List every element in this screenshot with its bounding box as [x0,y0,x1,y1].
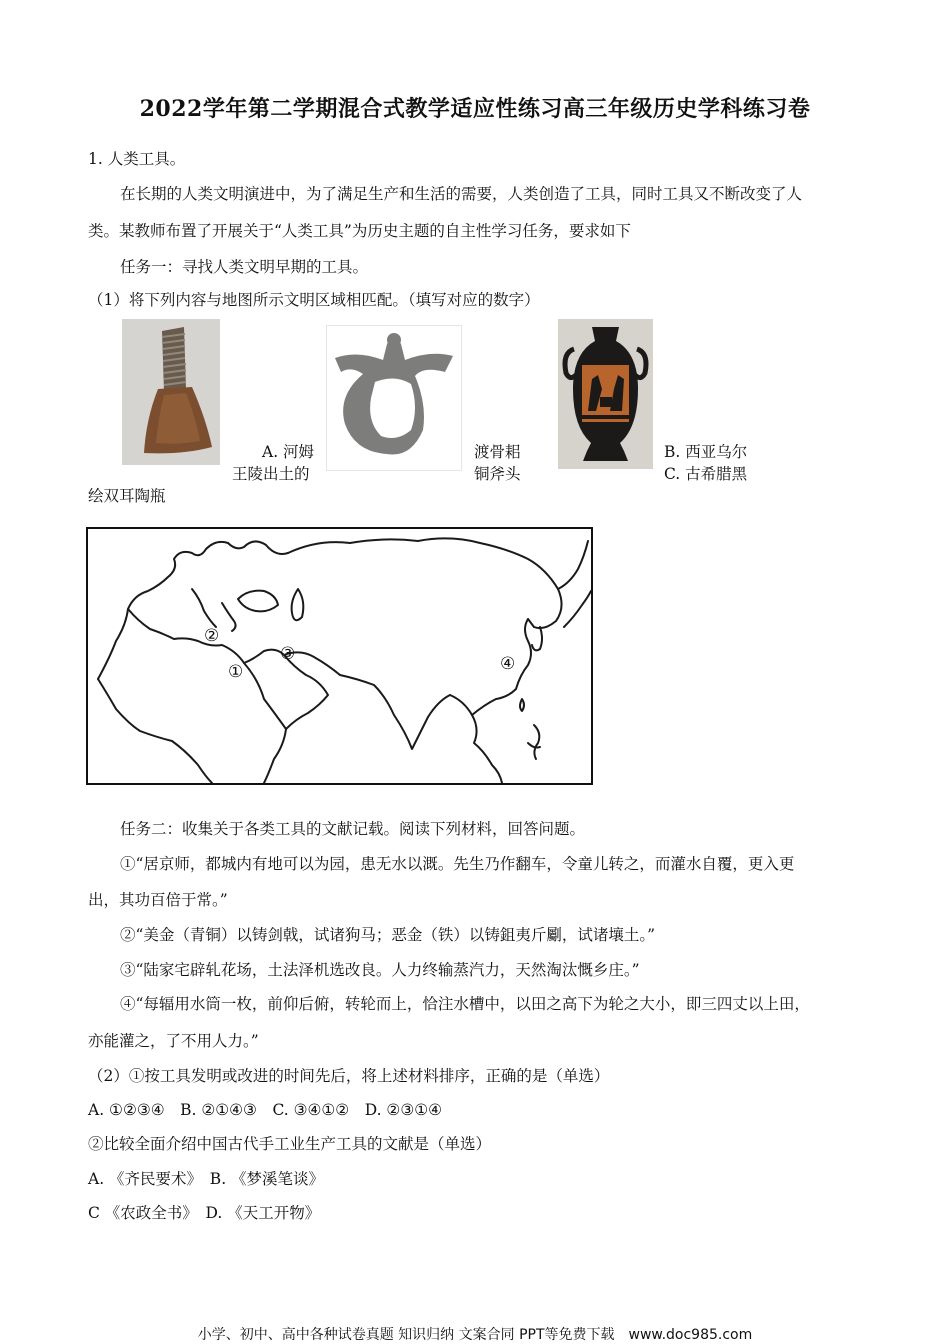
civilization-map [86,527,593,785]
map-marker-2: ② [204,626,220,646]
intro-line-2: 类。某教师布置了开展关于“人类工具”为历史主题的自主性学习任务，要求如下 [88,222,631,240]
material-4-line-2: 亦能灌之，了不用人力。” [88,1032,259,1050]
bone-spade-image [122,319,220,465]
caption-b-line-1: B. 西亚乌尔 [664,443,748,461]
sub-question-1: （1）将下列内容与地图所示文明区域相匹配。（填写对应的数字） [88,291,540,309]
page-footer: 小学、初中、高中各种试卷真题 知识归纳 文案合同 PPT等免费下载 www.doc985.com [197,1327,753,1343]
page-title: 2022学年第二学期混合式教学适应性练习高三年级历史学科练习卷 [139,96,811,122]
question-heading: 1. 人类工具。 [88,150,186,168]
task-two: 任务二：收集关于各类工具的文献记载。阅读下列材料，回答问题。 [120,820,586,838]
material-3: ③“陆家宅辟轧花场，土法泽机选改良。人力终输蒸汽力，天然淘汰慨乡庄。” [120,961,640,979]
caption-mid-line-1: 渡骨耜 [474,443,521,461]
material-1-line-1: ①“居京师，都城内有地可以为园，患无水以溉。先生乃作翻车，令童儿转之，而灌水自覆，更入更 [120,855,795,873]
material-4-line-1: ④“每辐用水筒一枚，前仰后俯，转轮而上，恰注水槽中，以田之高下为轮之大小，即三四丈以上田， [120,995,810,1013]
map-marker-3: ③ [280,644,296,664]
sub-question-2-options: A. ①②③④ B. ②①④③ C. ③④①② D. ②③①④ [88,1101,443,1119]
material-2: ②“美金（青铜）以铸剑戟，试诸狗马；恶金（铁）以铸鉏夷斤劚，试诸壤土。” [120,926,656,944]
sub-question-2: （2）①按工具发明或改进的时间先后，将上述材料排序，正确的是（单选） [88,1067,610,1085]
sub-question-2b-options-2: C 《农政全书》 D. 《天工开物》 [88,1204,321,1222]
caption-a-line-2: 王陵出土的 [232,465,310,483]
task-one: 任务一：寻找人类文明早期的工具。 [120,258,369,276]
caption-b-line-2: C. 古希腊黑 [664,465,748,483]
sub-question-2b: ②比较全面介绍中国古代手工业生产工具的文献是（单选） [88,1135,492,1153]
material-1-line-2: 出，其功百倍于常。” [88,891,228,909]
intro-line-1: 在长期的人类文明演进中，为了满足生产和生活的需要，人类创造了工具，同时工具又不断改变了人 [120,185,803,203]
caption-c-tail: 绘双耳陶瓶 [88,487,166,505]
bronze-axe-image [326,325,462,471]
caption-a-line-1: A. 河姆 [262,443,315,461]
caption-mid-line-2: 铜斧头 [474,465,521,483]
sub-question-2b-options-1: A. 《齐民要术》 B. 《梦溪笔谈》 [88,1170,325,1188]
map-marker-1: ① [228,662,244,682]
greek-amphora-image [558,319,653,469]
map-marker-4: ④ [500,654,516,674]
